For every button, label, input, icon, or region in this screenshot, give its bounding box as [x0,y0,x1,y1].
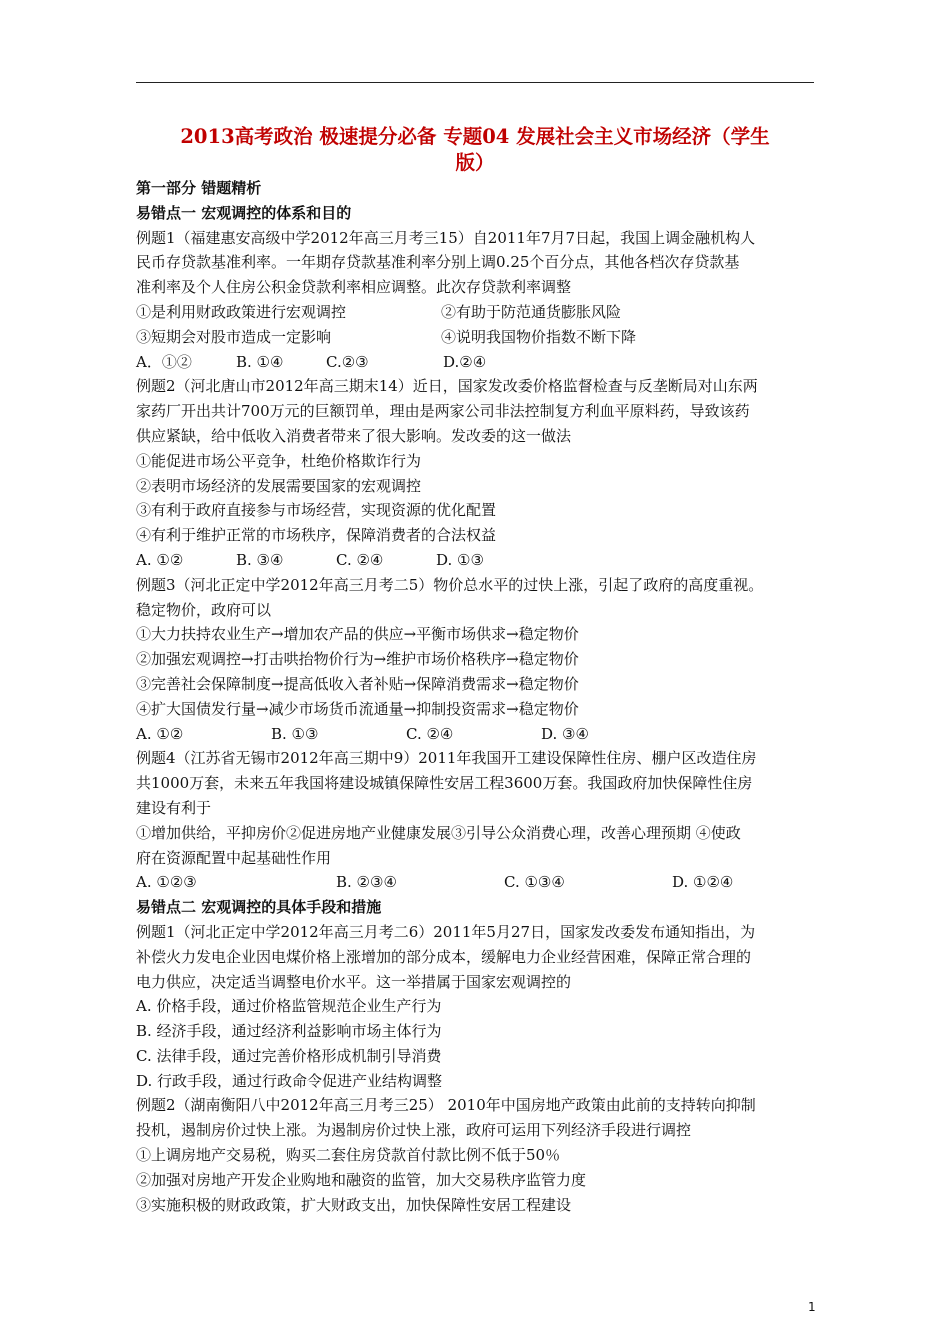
answer-choice: D. ③④ [541,724,589,743]
option: ②表明市场经济的发展需要国家的宏观调控 [136,476,422,495]
page-number: 1 [808,1300,816,1314]
section-heading-2: 易错点二 宏观调控的具体手段和措施 [136,898,382,917]
answer-row [136,870,836,895]
title-line-2: 版） [455,151,495,174]
answer-choice: B. ③④ [236,550,284,569]
question-text: 例题1（福建惠安高级中学2012年高三月考三15）自2011年7月7日起，我国上调金融机构人 [136,228,756,247]
question-text: 例题2（河北唐山市2012年高三期末14）近日，国家发改委价格监督检查与反垄断局对山东两 [136,377,758,396]
question-text: 府在资源配置中起基础性作用 [136,848,332,867]
answer-choice: C.②③ [326,352,369,371]
part-heading: 第一部分 错题精析 [136,179,262,197]
document-title [136,124,814,176]
answer-row [136,548,836,573]
question-text: 建设有利于 [136,798,212,817]
question-text: 投机，遏制房价过快上涨。为遏制房价过快上涨，政府可运用下列经济手段进行调控 [136,1121,692,1140]
question-text: 补偿火力发电企业因电煤价格上涨增加的部分成本，缓解电力企业经营困难，保障正常合理的 [136,947,752,966]
question-text: 准利率及个人住房公积金贷款利率相应调整。此次存贷款利率调整 [136,278,572,297]
answer-row [136,722,836,747]
answer-choice: B. ②③④ [336,873,397,892]
option: C. 法律手段，通过完善价格形成机制引导消费 [136,1046,442,1065]
answer-choice: D. ①③ [436,550,484,569]
answer-choice: B. ①③ [271,724,319,743]
answer-choice: A．①② [136,352,192,371]
question-text: 电力供应，决定适当调整电价水平。这一举措属于国家宏观调控的 [136,972,572,991]
question-text: ①增加供给，平抑房价②促进房地产业健康发展③引导公众消费心理，改善心理预期 ④使政 [136,823,741,842]
option: ③完善社会保障制度→提高低收入者补贴→保障消费需求→稳定物价 [136,674,579,693]
option: ②加强宏观调控→打击哄抬物价行为→维护市场价格秩序→稳定物价 [136,650,579,669]
answer-choice: C. ①③④ [504,873,565,892]
option: ②加强对房地产开发企业购地和融资的监管，加大交易秩序监管力度 [136,1170,587,1189]
question-text: 家药厂开出共计700万元的巨额罚单，理由是两家公司非法控制复方利血平原料药，导致该药 [136,402,750,421]
answer-choice: C. ②④ [336,550,384,569]
option: ③实施积极的财政政策，扩大财政支出，加快保障性安居工程建设 [136,1195,572,1214]
answer-choice: D. ①②④ [672,873,734,892]
answer-choice: A. ①② [136,724,184,743]
question-text: 例题3（河北正定中学2012年高三月考二5）物价总水平的过快上涨，引起了政府的高度重视。 [136,575,764,594]
option: ①大力扶持农业生产→增加农产品的供应→平衡市场供求→稳定物价 [136,625,579,644]
option-row [136,300,836,325]
answer-choice: A. ①② [136,550,184,569]
question-text: 稳定物价，政府可以 [136,600,272,619]
option: A. 价格手段，通过价格监管规范企业生产行为 [136,997,442,1016]
option: ④有利于维护正常的市场秩序，保障消费者的合法权益 [136,526,497,545]
question-text: 共1000万套，未来五年我国将建设城镇保障性安居工程3600万套。我国政府加快保障性住房 [136,774,753,793]
question-text: 例题2（湖南衡阳八中2012年高三月考三25） 2010年中国房地产政策由此前的支持转向抑制 [136,1096,756,1115]
option: ④扩大国债发行量→减少市场货币流通量→抑制投资需求→稳定物价 [136,699,579,718]
answer-choice: C. ②④ [406,724,454,743]
option: ③短期会对股市造成一定影响 [136,327,332,346]
section-heading-1: 易错点一 宏观调控的体系和目的 [136,203,352,222]
question-text: 供应紧缺，给中低收入消费者带来了很大影响。发改委的这一做法 [136,426,572,445]
option: ①能促进市场公平竞争，杜绝价格欺诈行为 [136,451,422,470]
option: ①上调房地产交易税，购买二套住房贷款首付款比例不低于50％ [136,1146,561,1165]
answer-choice: D.②④ [443,352,487,371]
answer-choice: B. ①④ [236,352,284,371]
option: B. 经济手段，通过经济利益影响市场主体行为 [136,1022,442,1041]
document-body [136,176,836,1217]
title-line-1: 2013高考政治 极速提分必备 专题04 发展社会主义市场经济（学生 [180,125,770,148]
option: D. 行政手段，通过行政命令促进产业结构调整 [136,1071,443,1090]
option-row [136,325,836,350]
option: ①是利用财政政策进行宏观调控 [136,302,347,321]
header-rule [136,82,814,83]
question-text: 例题1（河北正定中学2012年高三月考二6）2011年5月27日，国家发改委发布通知指出，为 [136,922,756,941]
option: ②有助于防范通货膨胀风险 [441,302,622,321]
option: ④说明我国物价指数不断下降 [441,327,637,346]
question-text: 民币存贷款基准利率。一年期存贷款基准利率分别上调0.25个百分点，其他各档次存贷款基 [136,253,740,272]
question-text: 例题4（江苏省无锡市2012年高三期中9）2011年我国开工建设保障性住房、棚户区改造住房 [136,749,757,768]
option: ③有利于政府直接参与市场经营，实现资源的优化配置 [136,501,497,520]
answer-choice: A. ①②③ [136,873,197,892]
answer-row [136,350,836,375]
